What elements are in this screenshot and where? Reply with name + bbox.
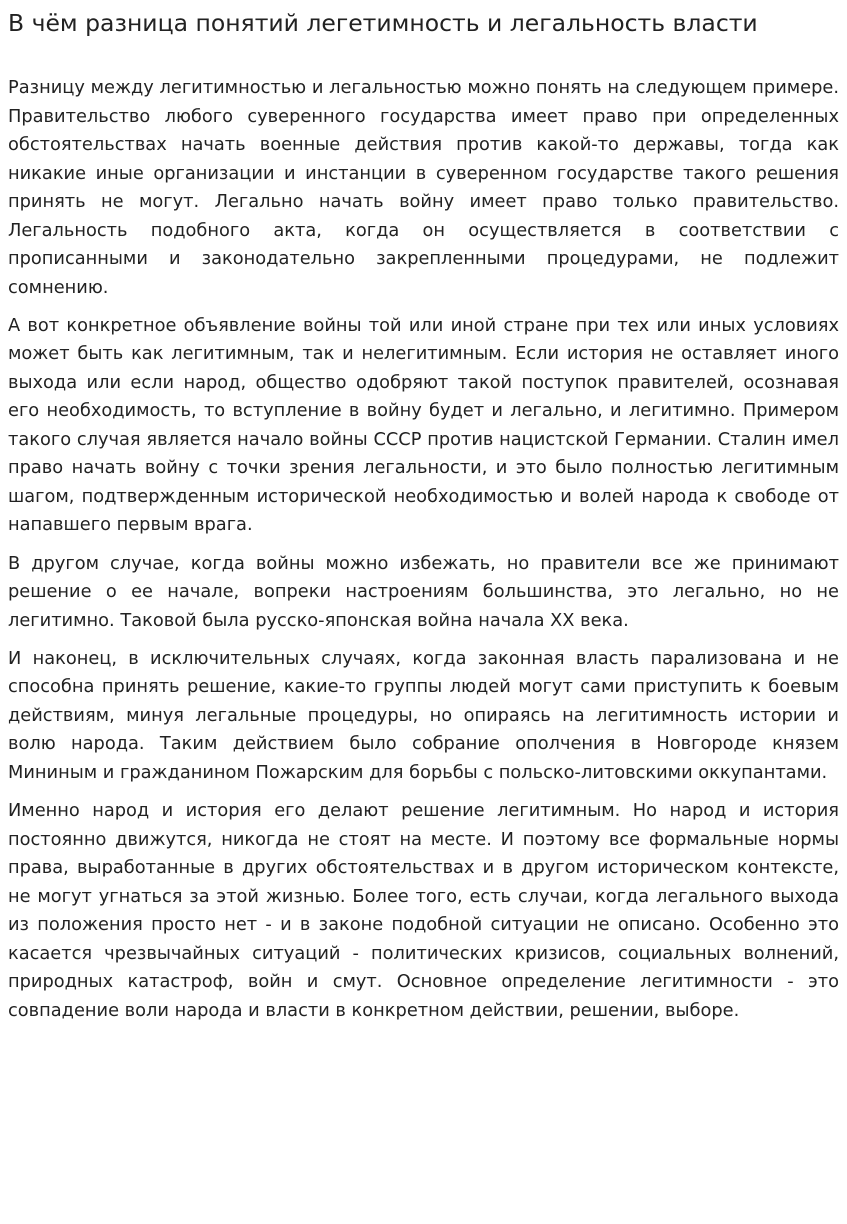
article-page	[8, 0, 839, 1035]
article-title: В чём разница понятий легетимность и легальность власти	[8, 9, 758, 37]
article-body	[8, 74, 839, 1025]
paragraph-3: В другом случае, когда войны можно избежать, но правители все же принимают решение о ее начале, вопреки настроениям большинства, это легально, но не легитимно. Таковой была русско-японская война начала XX века.	[8, 552, 839, 631]
paragraph-5: Именно народ и история его делают решение легитимным. Но народ и история постоянно движутся, никогда не стоят на месте. И поэтому все формальные нормы права, выработанные в других обстоятельствах и в другом историческом контексте, не могут угнаться за этой жизнью. Более того, есть случаи, когда легального выхода из положения просто нет - и в законе подобной ситуации не описано. Особенно это касается чрезвычайных ситуаций - политических кризисов, социальных волнений, природных катастроф, войн и смут. Основное определение легитимности - это совпадение воли народа и власти в конкретном действии, решении, выборе.	[8, 800, 839, 1021]
paragraph-1: Разницу между легитимностью и легальностью можно понять на следующем примере. Правительство любого суверенного государства имеет право при определенных обстоятельствах начать военные действия против какой-то державы, тогда как никакие иные организации и инстанции в суверенном государстве такого решения принять не могут. Легально начать войну имеет право только правительство. Легальность подобного акта, когда он осуществляется в соответствии с прописанными и законодательно закрепленными процедурами, не подлежит сомнению.	[8, 77, 839, 298]
paragraph-2: А вот конкретное объявление войны той или иной стране при тех или иных условиях может быть как легитимным, так и нелегитимным. Если история не оставляет иного выхода или если народ, общество одобряют такой поступок правителей, осознавая его необходимость, то вступление в войну будет и легально, и легитимно. Примером такого случая является начало войны СССР против нацистской Германии. Сталин имел право начать войну с точки зрения легальности, и это было полностью легитимным шагом, подтвержденным исторической необходимостью и волей народа к свободе от напавшего первым врага.	[8, 314, 839, 536]
paragraph-4: И наконец, в исключительных случаях, когда законная власть парализована и не способна принять решение, какие-то группы людей могут сами приступить к боевым действиям, минуя легальные процедуры, но опираясь на легитимность истории и волю народа. Таким действием было собрание ополчения в Новгороде князем Мининым и гражданином Пожарским для борьбы с польско-литовскими оккупантами.	[8, 647, 839, 783]
